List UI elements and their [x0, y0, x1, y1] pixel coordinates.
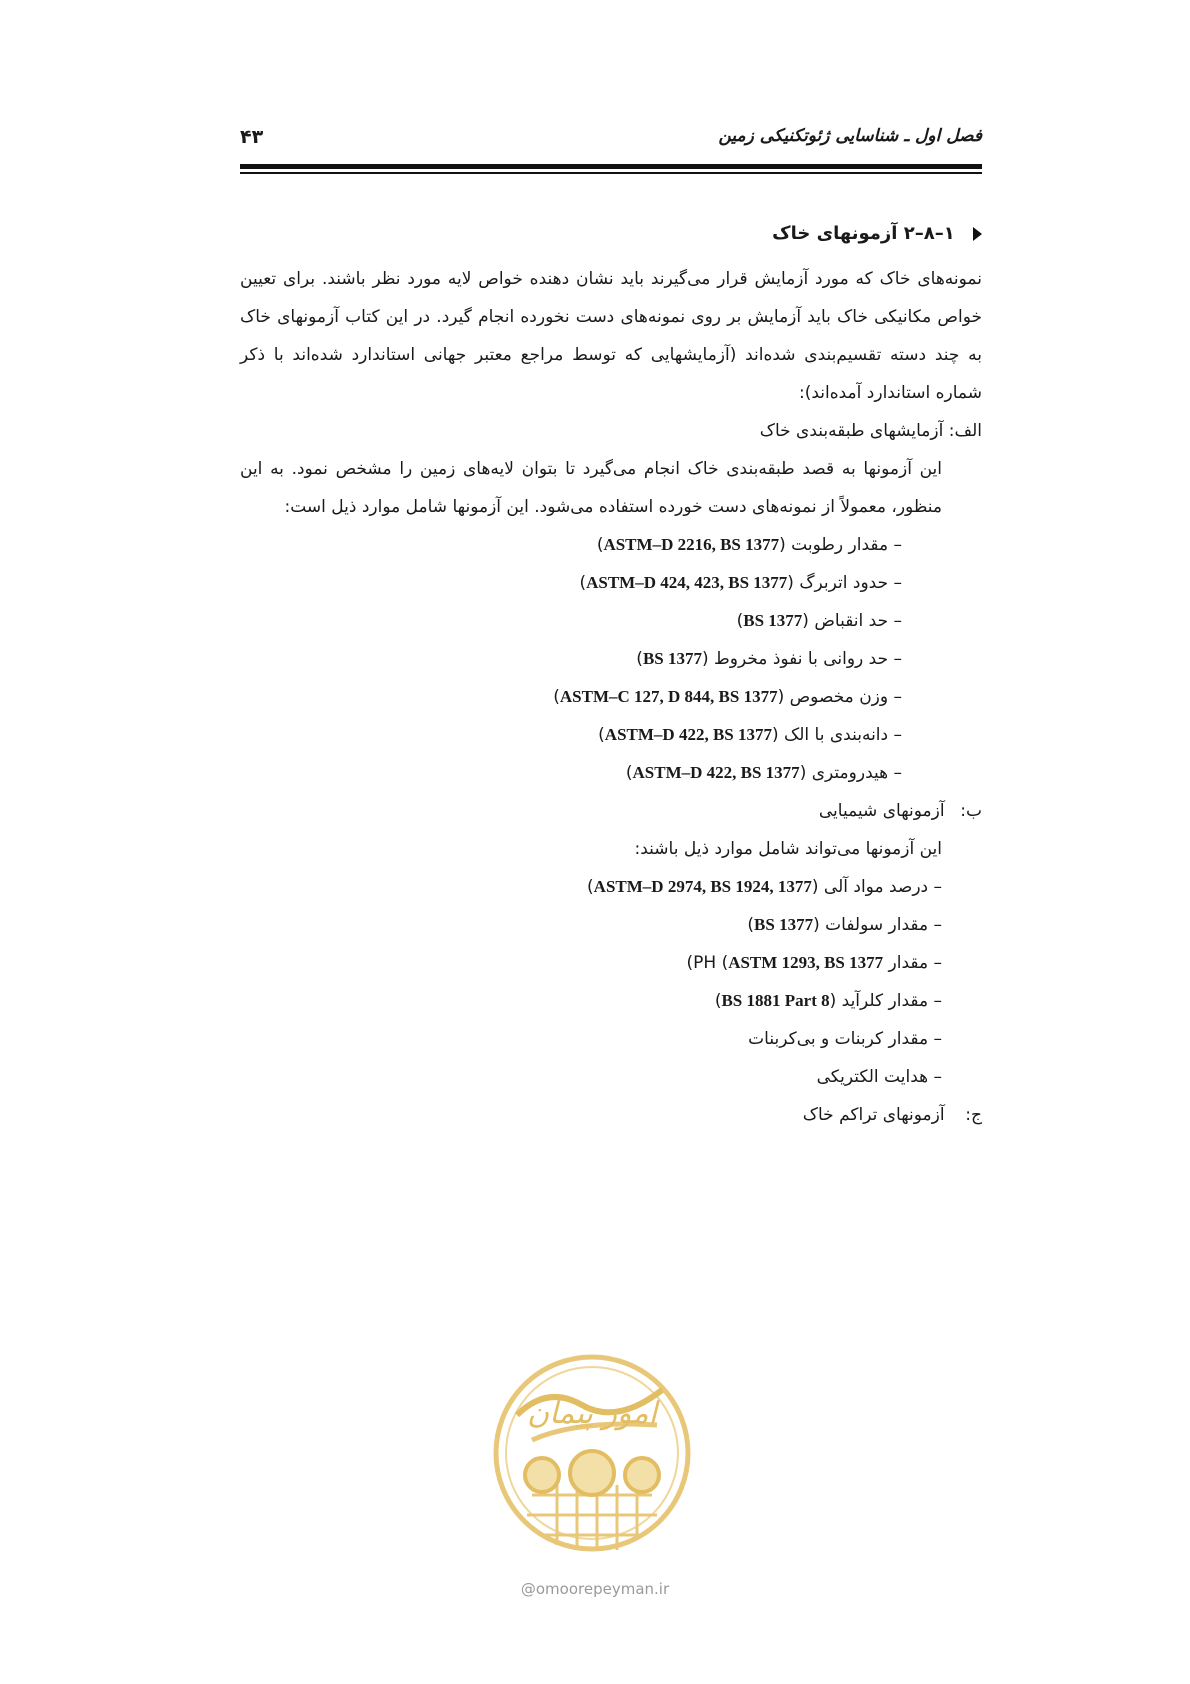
list-item: – مقدار رطوبت (ASTM–D 2216, BS 1377) — [596, 535, 902, 555]
group-c-title: آزمونهای تراکم خاک — [802, 1105, 945, 1125]
list-item: – دانه‌بندی با الک (ASTM–D 422, BS 1377) — [598, 725, 902, 745]
list-item: – حد روانی با نفوذ مخروط (BS 1377) — [636, 649, 902, 669]
list-item: – هدایت الکتریکی — [816, 1067, 942, 1087]
page-number: ۴۳ — [240, 126, 264, 148]
list-item: – مقدار PH (ASTM 1293, BS 1377) — [686, 953, 942, 973]
watermark-site: @omoorepeyman.ir — [520, 1580, 670, 1598]
group-a-label: الف: — [948, 421, 982, 441]
group-c-label: ج: — [965, 1105, 982, 1125]
group-a-description: این آزمونها به قصد طبقه‌بندی خاک انجام می‌گیرد تا بتوان لایه‌های زمین را مشخص نمود. به این منظور، معمولاً از نمونه‌های دست خورده استفاده می‌شود. این آزمونها شامل موارد ذیل است: — [240, 459, 942, 517]
group-a-list — [240, 526, 982, 792]
group-a-title: آزمایشهای طبقه‌بندی خاک — [759, 421, 944, 441]
list-item: – مقدار کلرآید (BS 1881 Part 8) — [714, 991, 942, 1011]
header-rule-thin — [240, 172, 982, 174]
list-item: – وزن مخصوص (ASTM–C 127, D 844, BS 1377) — [553, 687, 902, 707]
chapter-title: فصل اول ـ شناسایی ژئوتکنیکی زمین — [718, 126, 982, 146]
triangle-bullet-icon — [973, 227, 982, 241]
group-b-description: این آزمونها می‌تواند شامل موارد ذیل باشند: — [634, 839, 942, 859]
section-heading — [240, 214, 982, 254]
list-item: – هیدرومتری (ASTM–D 422, BS 1377) — [625, 763, 902, 783]
list-item: – مقدار کربنات و بی‌کربنات — [748, 1029, 942, 1049]
page-content — [240, 214, 982, 1134]
list-item: – مقدار سولفات (BS 1377) — [747, 915, 942, 935]
group-b-list — [240, 868, 982, 1096]
page-header — [240, 126, 982, 156]
section-number: ۱–۸–۲ — [903, 223, 955, 244]
section-title: آزمونهای خاک — [772, 223, 898, 244]
list-item: – حدود اتربرگ (ASTM–D 424, 423, BS 1377) — [579, 573, 902, 593]
group-a-heading — [240, 412, 982, 450]
group-b-title: آزمونهای شیمیایی — [818, 801, 945, 821]
intro-paragraph: نمونه‌های خاک که مورد آزمایش قرار می‌گیرند باید نشان دهنده خواص لایه مورد نظر باشند. برای تعیین خواص مکانیکی خاک باید آزمایش بر روی نمونه‌های دست نخورده انجام گیرد. در این کتاب آزمونهای خاک به چند دسته تقسیم‌بندی شده‌اند (آزمایشهایی که توسط مراجع معتبر جهانی استاندارد شده‌اند با ذکر شماره استاندارد آمده‌اند): — [240, 269, 982, 403]
list-item: – درصد مواد آلی (ASTM–D 2974, BS 1924, 1377) — [587, 877, 942, 897]
watermark-logo — [487, 1345, 697, 1575]
watermark-logo-text: امور پیمان — [527, 1396, 657, 1431]
group-b-label: ب: — [960, 801, 982, 821]
group-b-heading — [240, 792, 982, 830]
list-item: – حد انقباض (BS 1377) — [736, 611, 902, 631]
group-c-heading — [240, 1096, 982, 1134]
header-rule-thick — [240, 164, 982, 169]
